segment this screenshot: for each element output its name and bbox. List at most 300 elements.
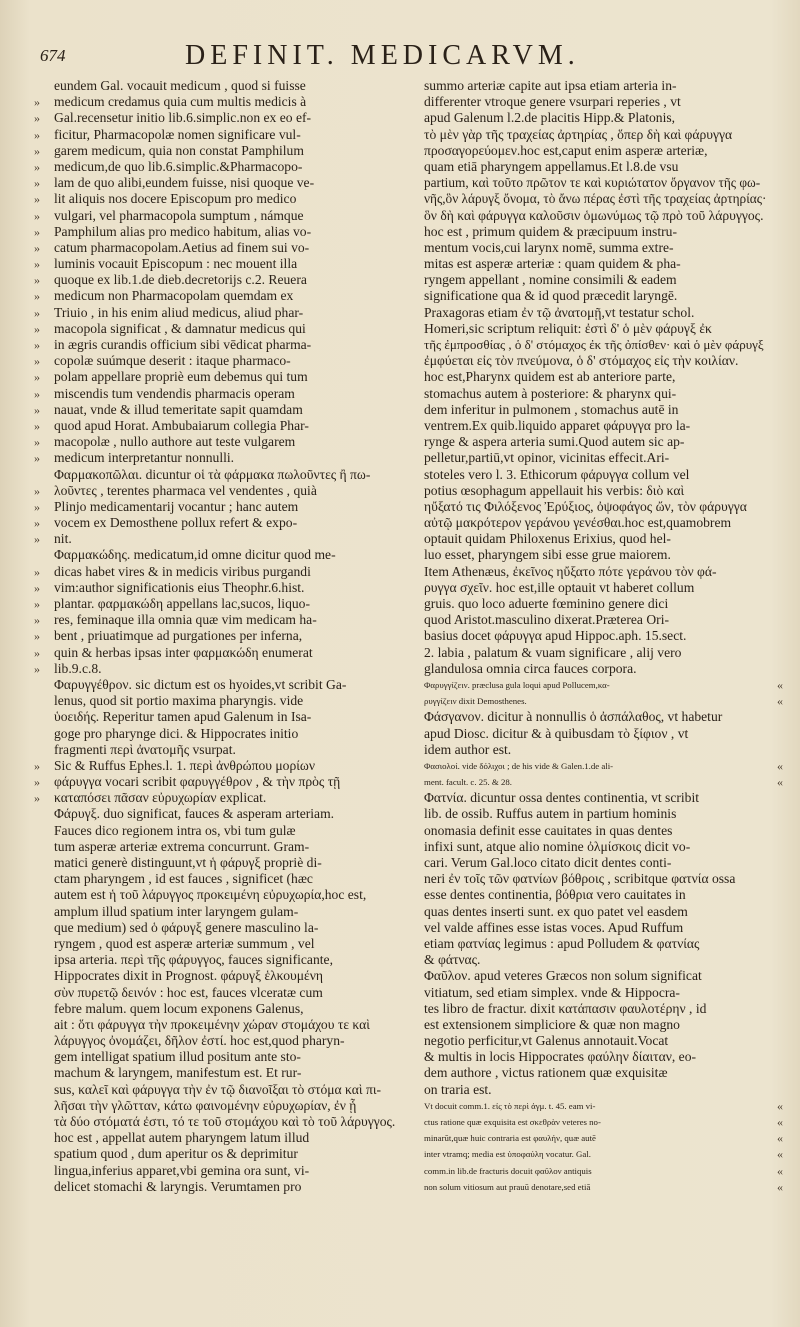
- line-text: ὃν δὴ καὶ φάρυγγα καλοῦσιν ὁμωνύμως τῷ πρὸ τοῦ λάρυγγος.: [424, 207, 764, 223]
- line-text: quod apud Horat. Ambubaiarum collegia Phar-: [54, 417, 309, 433]
- text-line: [424, 450, 767, 466]
- text-line: [424, 272, 767, 288]
- line-text: lam de quo alibi,eundem fuisse, nisi quoque ve-: [54, 175, 315, 191]
- text-line: [54, 693, 404, 709]
- line-text: neri ἐν τοῖς τῶν φατνίων βόθροις , scribitque φατνία ossa: [424, 871, 736, 887]
- quotation-mark: »: [34, 499, 40, 514]
- line-text: pelletur,partiū,vt opinor, vicinitas effecit.Ari-: [424, 450, 670, 466]
- text-line: [424, 127, 767, 143]
- text-line: [424, 547, 767, 563]
- text-line: [424, 1033, 767, 1049]
- text-line: [424, 936, 767, 952]
- line-text: hoc est,Pharynx quidem est ab anteriore parte,: [424, 369, 676, 385]
- text-line: [424, 1114, 783, 1130]
- text-line: [34, 612, 404, 628]
- line-text: lib. de ossib. Ruffus autem in partium hominis: [424, 806, 677, 822]
- left-column: [34, 78, 404, 1195]
- quotation-mark: »: [34, 775, 40, 790]
- text-line: [34, 239, 404, 256]
- text-line: [54, 806, 404, 822]
- text-line: [424, 499, 767, 515]
- quotation-mark: »: [34, 208, 40, 223]
- line-text: summo arteriæ capite aut ipsa etiam arteria in-: [424, 78, 677, 93]
- text-line: [424, 904, 767, 920]
- text-line: [34, 515, 404, 531]
- line-text: vim:author significationis eius Theophr.6.hist.: [54, 579, 305, 595]
- text-line: [424, 1146, 783, 1162]
- text-line: [424, 402, 767, 418]
- quotation-mark: »: [34, 564, 40, 579]
- text-line: [54, 855, 404, 871]
- text-line: [54, 677, 404, 693]
- line-text: in ægris curandis officium sibi vēdicat pharma-: [54, 337, 312, 352]
- text-line: [34, 385, 404, 402]
- text-line: [54, 1179, 404, 1195]
- line-text: optauit quidam Philoxenus Erixius, quod hel-: [424, 531, 671, 547]
- text-line: [54, 726, 404, 742]
- quotation-mark: »: [34, 370, 40, 385]
- text-line: [54, 968, 404, 984]
- text-line: [34, 596, 404, 612]
- quotation-mark: »: [34, 661, 40, 676]
- quotation-mark: »: [34, 289, 40, 304]
- text-line: [34, 434, 404, 450]
- text-line: [424, 774, 783, 790]
- quotation-mark: «: [777, 1179, 783, 1194]
- text-line: [424, 661, 767, 677]
- line-text: idem author est.: [424, 741, 512, 757]
- text-line: [54, 920, 404, 936]
- quotation-mark: »: [34, 143, 40, 158]
- text-line: [34, 644, 404, 661]
- text-line: [34, 660, 404, 677]
- text-line: [424, 580, 767, 596]
- text-line: [424, 288, 767, 304]
- quotation-mark: »: [34, 516, 40, 531]
- line-text: significatione qua & id quod præcedit laryngē.: [424, 288, 678, 304]
- text-line: [424, 985, 767, 1001]
- text-line: [54, 1082, 404, 1098]
- text-line: [54, 742, 404, 758]
- text-line: [424, 1082, 767, 1098]
- text-line: [54, 467, 404, 483]
- quotation-mark: »: [34, 95, 40, 110]
- quotation-mark: «: [777, 758, 783, 773]
- text-line: [54, 839, 404, 855]
- text-line: [424, 240, 767, 256]
- text-line: [34, 207, 404, 224]
- text-line: [54, 985, 404, 1001]
- text-line: [54, 1065, 404, 1081]
- quotation-mark: »: [34, 192, 40, 207]
- quotation-mark: »: [34, 402, 40, 417]
- line-text: Pamphilum alias pro medico habitum, alias vo-: [54, 223, 312, 239]
- line-text: apud Diosc. dicitur & à quibusdam τὸ ξίφιον , vt: [424, 725, 689, 741]
- line-text: Homeri,sic scriptum reliquit: ἐστὶ δ' ὁ μὲν φάρυγξ ἐκ: [424, 320, 712, 336]
- line-text: bent , priuatimque ad purgationes per inferna,: [54, 628, 303, 644]
- line-text: vel valde affines esse istas voces. Apud Ruffum: [424, 919, 684, 935]
- text-line: [34, 256, 404, 272]
- line-text: stoteles vero l. 3. Ethicorum φάρυγγα collum vel: [424, 466, 690, 482]
- text-line: [34, 320, 404, 337]
- line-text: vitiatum, sed etiam simplex. vnde & Hippocra-: [424, 984, 680, 1000]
- text-line: [424, 224, 767, 240]
- text-line: [424, 305, 767, 321]
- quotation-mark: »: [34, 111, 40, 126]
- text-line: [34, 126, 404, 143]
- text-line: [424, 337, 767, 353]
- line-text: lit aliquis nos docere Episcopum pro medico: [54, 191, 297, 207]
- text-line: [34, 175, 404, 191]
- line-text: αὐτῷ μακρότερον γεράνου γενέσθαι.hoc est,quamobrem: [424, 515, 732, 531]
- text-line: [424, 208, 767, 224]
- line-text: fragmenti περὶ ἀνατομῆς vsurpat.: [54, 741, 236, 757]
- line-text: Praxagoras etiam ἐν τῷ ἀνατομῇ,vt testatur schol.: [424, 304, 695, 320]
- quotation-mark: «: [777, 1115, 783, 1129]
- text-line: [424, 742, 767, 758]
- text-line: [54, 1033, 404, 1049]
- line-text: goge pro pharynge dici. & Hippocrates initio: [54, 725, 299, 741]
- line-text: ventrem.Ex quib.liquido apparet φάρυγγα pro la-: [424, 417, 691, 433]
- line-text: Φαρμακοπῶλαι. dicuntur οἱ τὰ φάρμακα πωλοῦντες ἢ πω-: [54, 466, 371, 482]
- text-line: [424, 887, 767, 903]
- text-line: [34, 369, 404, 385]
- line-text: ryngem , quod est asperæ arteriæ summum , vel: [54, 935, 315, 951]
- line-text: que medium) sed ὁ φάρυγξ genere masculino la-: [54, 919, 319, 935]
- text-line: [34, 288, 404, 304]
- text-line: [424, 191, 767, 207]
- line-text: non solum vitiosum aut prauū denotare,sed etiā: [424, 1181, 591, 1192]
- line-text: lenus, quod sit portio maxima pharyngis. vide: [54, 693, 304, 709]
- line-text: potius œsophagum appellauit his verbis: διὸ καὶ: [424, 482, 685, 498]
- text-line: [54, 1146, 404, 1162]
- text-line: [34, 628, 404, 644]
- text-line: [424, 467, 767, 483]
- text-line: [424, 256, 767, 272]
- line-text: ryngem appellant , nomine consimili & eadem: [424, 272, 677, 288]
- line-text: differenter vtroque genere vsurpari reperies , vt: [424, 94, 681, 110]
- line-text: matici generè distinguunt,vt ἡ φάρυγξ propriè di-: [54, 855, 322, 870]
- line-text: gruis. quo loco aduerte fœminino genere dici: [424, 596, 669, 611]
- line-text: minarūt,quæ huic contraria est φαυλήν, quæ autē: [424, 1133, 596, 1144]
- page-number: 674: [40, 46, 66, 65]
- text-line: [424, 531, 767, 547]
- text-line: [424, 353, 767, 369]
- text-line: [54, 904, 404, 920]
- text-line: [424, 369, 767, 385]
- text-line: [54, 936, 404, 952]
- quotation-mark: »: [34, 613, 40, 628]
- text-line: [34, 353, 404, 369]
- text-line: [424, 677, 783, 693]
- quotation-mark: »: [34, 483, 40, 498]
- text-line: [424, 564, 767, 580]
- line-text: Φατνία. dicuntur ossa dentes continentia, vt scribit: [424, 790, 700, 806]
- line-text: vulgari, vel pharmacopola sumptum , námque: [54, 207, 304, 223]
- quotation-mark: »: [34, 273, 40, 288]
- quotation-mark: »: [34, 257, 40, 272]
- line-text: Φαῦλον. apud veteres Græcos non solum significat: [424, 968, 702, 984]
- line-text: & φάτνας.: [424, 952, 481, 968]
- line-text: quoque ex lib.1.de dieb.decretorijs c.2. Reuera: [54, 272, 307, 288]
- line-text: Φαρυγγίζειν. præclusa gula loqui apud Pollucem,κα-: [424, 679, 610, 690]
- line-text: tes libro de fractur. dixit κατάπασιν φαυλοτέρην , id: [424, 1000, 707, 1016]
- quotation-mark: »: [34, 127, 40, 142]
- text-line: [34, 579, 404, 596]
- line-text: stomachus autem à posteriore: & pharynx qui-: [424, 385, 677, 401]
- line-text: ait : ὅτι φάρυγγα τὴν προκειμένην χώραν στομάχου τε καὶ: [54, 1016, 370, 1032]
- line-text: ὑοειδής. Reperitur tamen apud Galenum in Isa-: [54, 709, 312, 725]
- line-text: sus, καλεῖ καὶ φάρυγγα τὴν ἐν τῷ διανοῖξαι τὸ στόμα καὶ πι-: [54, 1081, 382, 1097]
- quotation-mark: »: [34, 224, 40, 239]
- quotation-mark: «: [777, 677, 783, 692]
- line-text: basius docet φάρυγγα apud Hippoc.aph. 15.sect.: [424, 628, 687, 644]
- text-line: [424, 483, 767, 499]
- line-text: garem medicum, quia non constat Pamphilum: [54, 142, 304, 158]
- text-line: [424, 1017, 767, 1033]
- text-line: [54, 1049, 404, 1065]
- line-text: ficitur, Pharmacopolæ nomen significare vul-: [54, 126, 301, 142]
- line-text: hoc est , primum quidem & præcipuum instru-: [424, 223, 677, 239]
- text-line: [424, 790, 767, 806]
- quotation-mark: »: [34, 580, 40, 595]
- line-text: ment. facult. c. 25. & 28.: [424, 777, 512, 788]
- text-line: [424, 94, 767, 110]
- quotation-mark: »: [34, 240, 40, 255]
- line-text: lingua,inferius apparet,vbi gemina ora sunt, vi-: [54, 1162, 310, 1178]
- line-text: eundem Gal. vocauit medicum , quod si fuisse: [54, 78, 306, 93]
- text-line: [34, 482, 404, 499]
- line-text: mentum vocis,cui larynx nomē, summa extre-: [424, 239, 674, 255]
- text-line: [424, 515, 767, 531]
- line-text: glandulosa omnia circa fauces corpora.: [424, 660, 637, 676]
- text-line: [424, 1130, 783, 1146]
- right-column: [424, 78, 783, 1195]
- line-text: quas dentes inserti sunt. ex quo patet vel easdem: [424, 903, 688, 919]
- text-line: [424, 596, 767, 612]
- line-text: Φασιολοί. vide δόλιχοι ; de his vide & Galen.1.de ali-: [424, 760, 614, 771]
- line-text: mitas est asperæ arteriæ : quam quidem & pha-: [424, 256, 681, 272]
- text-line: [424, 726, 767, 742]
- text-line: [34, 272, 404, 288]
- line-text: φάρυγγα vocari scribit φαρυγγέθρον , & τὴν πρὸς τῇ: [54, 774, 341, 790]
- line-text: ρυγγα σχεῖν. hoc est,ille optauit vt haberet collum: [424, 579, 695, 595]
- line-text: καταπόσει πᾶσαν εὐρυχωρίαν explicat.: [54, 790, 267, 806]
- line-text: est extensionem simpliciore & quæ non magno: [424, 1016, 680, 1032]
- line-text: etiam φατνίας legimus : apud Polludem & φατνίας: [424, 935, 700, 951]
- text-line: [424, 1049, 767, 1065]
- line-text: 2. labia , palatum & vuam significare , alij vero: [424, 644, 682, 660]
- line-text: ctam pharyngem , id est fauces , significet (hæc: [54, 871, 313, 887]
- line-text: λοῦντες , terentes pharmaca vel vendentes , quià: [54, 482, 317, 498]
- line-text: σὺν πυρετῷ δεινόν : hoc est, fauces vlceratæ cum: [54, 984, 323, 1000]
- line-text: inter vtramq; media est ὑποφαύλη vocatur. Gal.: [424, 1149, 591, 1160]
- text-line: [54, 1017, 404, 1033]
- quotation-mark: »: [34, 386, 40, 401]
- text-line: [424, 175, 767, 191]
- line-text: Vt docuit comm.1. εἰς τὸ περὶ ἀγμ. t. 45. eam vi-: [424, 1100, 596, 1111]
- text-line: [424, 871, 767, 887]
- line-text: Φαρυγγέθρον. sic dictum est os hyoides,vt scribit Ga-: [54, 676, 347, 692]
- line-text: medicum,de quo lib.6.simplic.&Pharmacopo-: [54, 158, 303, 174]
- line-text: dicas habet vires & in medicis viribus purgandi: [54, 563, 311, 579]
- text-line: [424, 758, 783, 774]
- text-line: [424, 1001, 767, 1017]
- line-text: quod Aristot.masculino dixerat.Præterea Ori-: [424, 612, 670, 628]
- quotation-mark: »: [34, 629, 40, 644]
- line-text: προσαγορεύομεν.hoc est,caput enim asperæ arteriæ,: [424, 142, 708, 158]
- line-text: comm.in lib.de fracturis docuit φαῦλον antiquis: [424, 1165, 592, 1176]
- text-line: [424, 1098, 783, 1114]
- line-text: ρυγγίζειν dixit Demosthenes.: [424, 696, 527, 707]
- line-text: & multis in locis Hippocrates φαύλην δίαιταν, eo-: [424, 1049, 697, 1065]
- text-line: [54, 1163, 404, 1179]
- text-line: [424, 855, 767, 871]
- quotation-mark: »: [34, 338, 40, 352]
- text-line: [424, 806, 767, 822]
- line-text: tum asperæ arteriæ extrema concurrunt. Gram-: [54, 838, 310, 854]
- quotation-mark: »: [34, 758, 40, 773]
- line-text: autem est ἡ τοῦ λάρυγγος προκειμένη εὐρυχωρία,hoc est,: [54, 887, 367, 903]
- line-text: quam etiā pharyngem appellamus.Et l.8.de vsu: [424, 158, 679, 174]
- line-text: Item Athenæus, ἐκεῖνος ηὔξατο πότε γεράνου τὸν φά-: [424, 563, 717, 579]
- text-line: [34, 790, 404, 806]
- text-line: [34, 757, 404, 774]
- line-text: λάρυγγος ὀνομάζει, δῆλον ἐστί. hoc est,quod pharyn-: [54, 1033, 345, 1049]
- line-text: Gal.recensetur initio lib.6.simplic.non ex eo ef-: [54, 110, 312, 126]
- text-line: [424, 159, 767, 175]
- text-line: [34, 498, 404, 515]
- text-line: [424, 839, 767, 855]
- line-text: infixi sunt, atque alio nomine ὀλμίσκοις dicit vo-: [424, 838, 691, 854]
- line-text: nauat, vnde & illud temeritate sapit quamdam: [54, 401, 303, 417]
- text-line: [424, 386, 767, 402]
- line-text: luo esset, pharyngem sibi esse grue maiorem.: [424, 547, 671, 563]
- text-line: [424, 709, 767, 725]
- text-line: [424, 823, 767, 839]
- quotation-mark: «: [777, 694, 783, 709]
- text-line: [34, 304, 404, 321]
- line-text: macopolæ , nullo authore aut teste vulgarem: [54, 434, 296, 450]
- line-text: machum & laryngem, manifestum est. Et rur-: [54, 1065, 302, 1081]
- line-text: delicet stomachi & laryngis. Verumtamen pro: [54, 1178, 302, 1194]
- line-text: gem intelligat spatium illud positum ante sto-: [54, 1049, 301, 1065]
- text-line: [54, 887, 404, 903]
- text-line: [424, 1179, 783, 1195]
- quotation-mark: «: [777, 1163, 783, 1178]
- line-text: Sic & Ruffus Ephes.l. 1. περὶ ἀνθρώπου μορίων: [54, 757, 316, 773]
- line-text: spatium quod , dum aperitur os & deprimitur: [54, 1146, 298, 1162]
- line-text: Hippocrates dixit in Prognost. φάρυγξ ἑλκουμένη: [54, 968, 323, 984]
- line-text: vocem ex Demosthene pollux refert & expo-: [54, 515, 298, 531]
- line-text: catum pharmacopolam.Aetius ad finem sui vo-: [54, 239, 310, 255]
- text-line: [34, 337, 404, 353]
- text-line: [34, 191, 404, 207]
- line-text: Φάρυγξ. duo significat, fauces & asperam arteriam.: [54, 806, 335, 822]
- text-line: [54, 1114, 404, 1130]
- text-line: [424, 321, 767, 337]
- line-text: ηὔξατό τις Φιλόξενος Ἐρύξιος, ὀψοφάγος ὤν, τὸν φάρυγγα: [424, 498, 747, 514]
- line-text: Triuio , in his enim aliud medicus, aliud phar-: [54, 304, 304, 320]
- line-text: quin & herbas ipsas inter φαρμακώδη enumerat: [54, 644, 313, 660]
- page-header: [40, 40, 780, 74]
- line-text: τὸ μὲν γὰρ τῆς τραχείας ἀρτηρίας , ὅπερ δὴ καὶ φάρυγγα: [424, 126, 733, 142]
- text-line: [54, 1098, 404, 1114]
- text-line: [54, 1130, 404, 1146]
- text-line: [34, 450, 404, 466]
- quotation-mark: »: [34, 159, 40, 174]
- text-line: [54, 823, 404, 839]
- line-text: partium, καὶ τοῦτο πρῶτον τε καὶ κυριώτατον ὄργανον τῆς φω-: [424, 175, 761, 191]
- quotation-mark: »: [34, 354, 40, 369]
- quotation-mark: »: [34, 532, 40, 547]
- line-text: λῆσαι τὴν γλῶτταν, κάτω φαινομένην εὐρυχωρίαν, ἐν ᾗ: [54, 1097, 357, 1113]
- line-text: dem inferitur in pulmonem , stomachus autē in: [424, 401, 679, 417]
- quotation-mark: »: [34, 791, 40, 806]
- text-line: [424, 968, 767, 984]
- line-text: negotio perficitur,vt Galenus annotauit.Vocat: [424, 1033, 669, 1049]
- line-text: amplum illud spatium inter laryngem gulam-: [54, 903, 299, 919]
- quotation-mark: »: [34, 645, 40, 660]
- line-text: cari. Verum Gal.loco citato dicit dentes conti-: [424, 855, 672, 870]
- quotation-mark: »: [34, 451, 40, 466]
- quotation-mark: »: [34, 176, 40, 191]
- line-text: ἐμφύεται εἰς τὸν πνεύμονα, ὁ δ' στόμαχος εἰς τὴν κοιλίαν.: [424, 353, 739, 369]
- line-text: Φαρμακώδης. medicatum,id omne dicitur quod me-: [54, 547, 336, 563]
- text-line: [424, 434, 767, 450]
- text-line: [34, 142, 404, 159]
- line-text: onomasia definit esse cauitates in quas dentes: [424, 822, 673, 838]
- text-line: [34, 94, 404, 110]
- text-line: [424, 628, 767, 644]
- text-line: [54, 952, 404, 968]
- line-text: plantar. φαρμακώδη appellans lac,sucos, liquo-: [54, 596, 310, 611]
- line-text: macopola significat , & damnatur medicus qui: [54, 320, 306, 336]
- quotation-mark: »: [34, 597, 40, 611]
- text-line: [54, 547, 404, 563]
- text-line: [424, 645, 767, 661]
- line-text: Fauces dico regionem intra os, vbi tum gulæ: [54, 822, 296, 838]
- text-line: [34, 401, 404, 418]
- line-text: medicum interpretantur nonnulli.: [54, 450, 235, 466]
- running-title: DEFINIT. MEDICARVM.: [185, 40, 580, 71]
- text-line: [424, 143, 767, 159]
- quotation-mark: «: [777, 1098, 783, 1113]
- text-line: [54, 871, 404, 887]
- text-line: [34, 110, 404, 126]
- text-line: [424, 612, 767, 628]
- text-line: [424, 78, 767, 94]
- line-text: apud Galenum l.2.de placitis Hipp.& Platonis,: [424, 110, 676, 126]
- line-text: res, feminaque illa omnia quæ vim medicam ha-: [54, 612, 317, 628]
- text-line: [34, 158, 404, 175]
- line-text: copolæ suúmque deserit : itaque pharmaco-: [54, 353, 291, 369]
- line-text: medicum non Pharmacopolam quemdam ex: [54, 288, 294, 304]
- text-line: [424, 1163, 783, 1179]
- quotation-mark: »: [34, 321, 40, 336]
- line-text: miscendis tum vendendis pharmacis operam: [54, 385, 295, 401]
- text-line: [54, 709, 404, 725]
- quotation-mark: »: [34, 418, 40, 433]
- line-text: lib.9.c.8.: [54, 660, 102, 676]
- line-text: νῆς,ὃν λάρυγξ ὄνομα, τὸ ἄνω πέρας ἐστὶ τῆς τραχείας ἀρτηρίας·: [424, 191, 767, 207]
- quotation-mark: »: [34, 305, 40, 320]
- line-text: medicum credamus quia cum multis medicis à: [54, 94, 307, 110]
- line-text: Φάσγανον. dicitur à nonnullis ὁ ἀσπάλαθος, vt habetur: [424, 709, 723, 725]
- line-text: dem authore , victus rationem quæ exquisitæ: [424, 1065, 668, 1081]
- quotation-mark: «: [777, 1147, 783, 1162]
- text-line: [54, 1001, 404, 1017]
